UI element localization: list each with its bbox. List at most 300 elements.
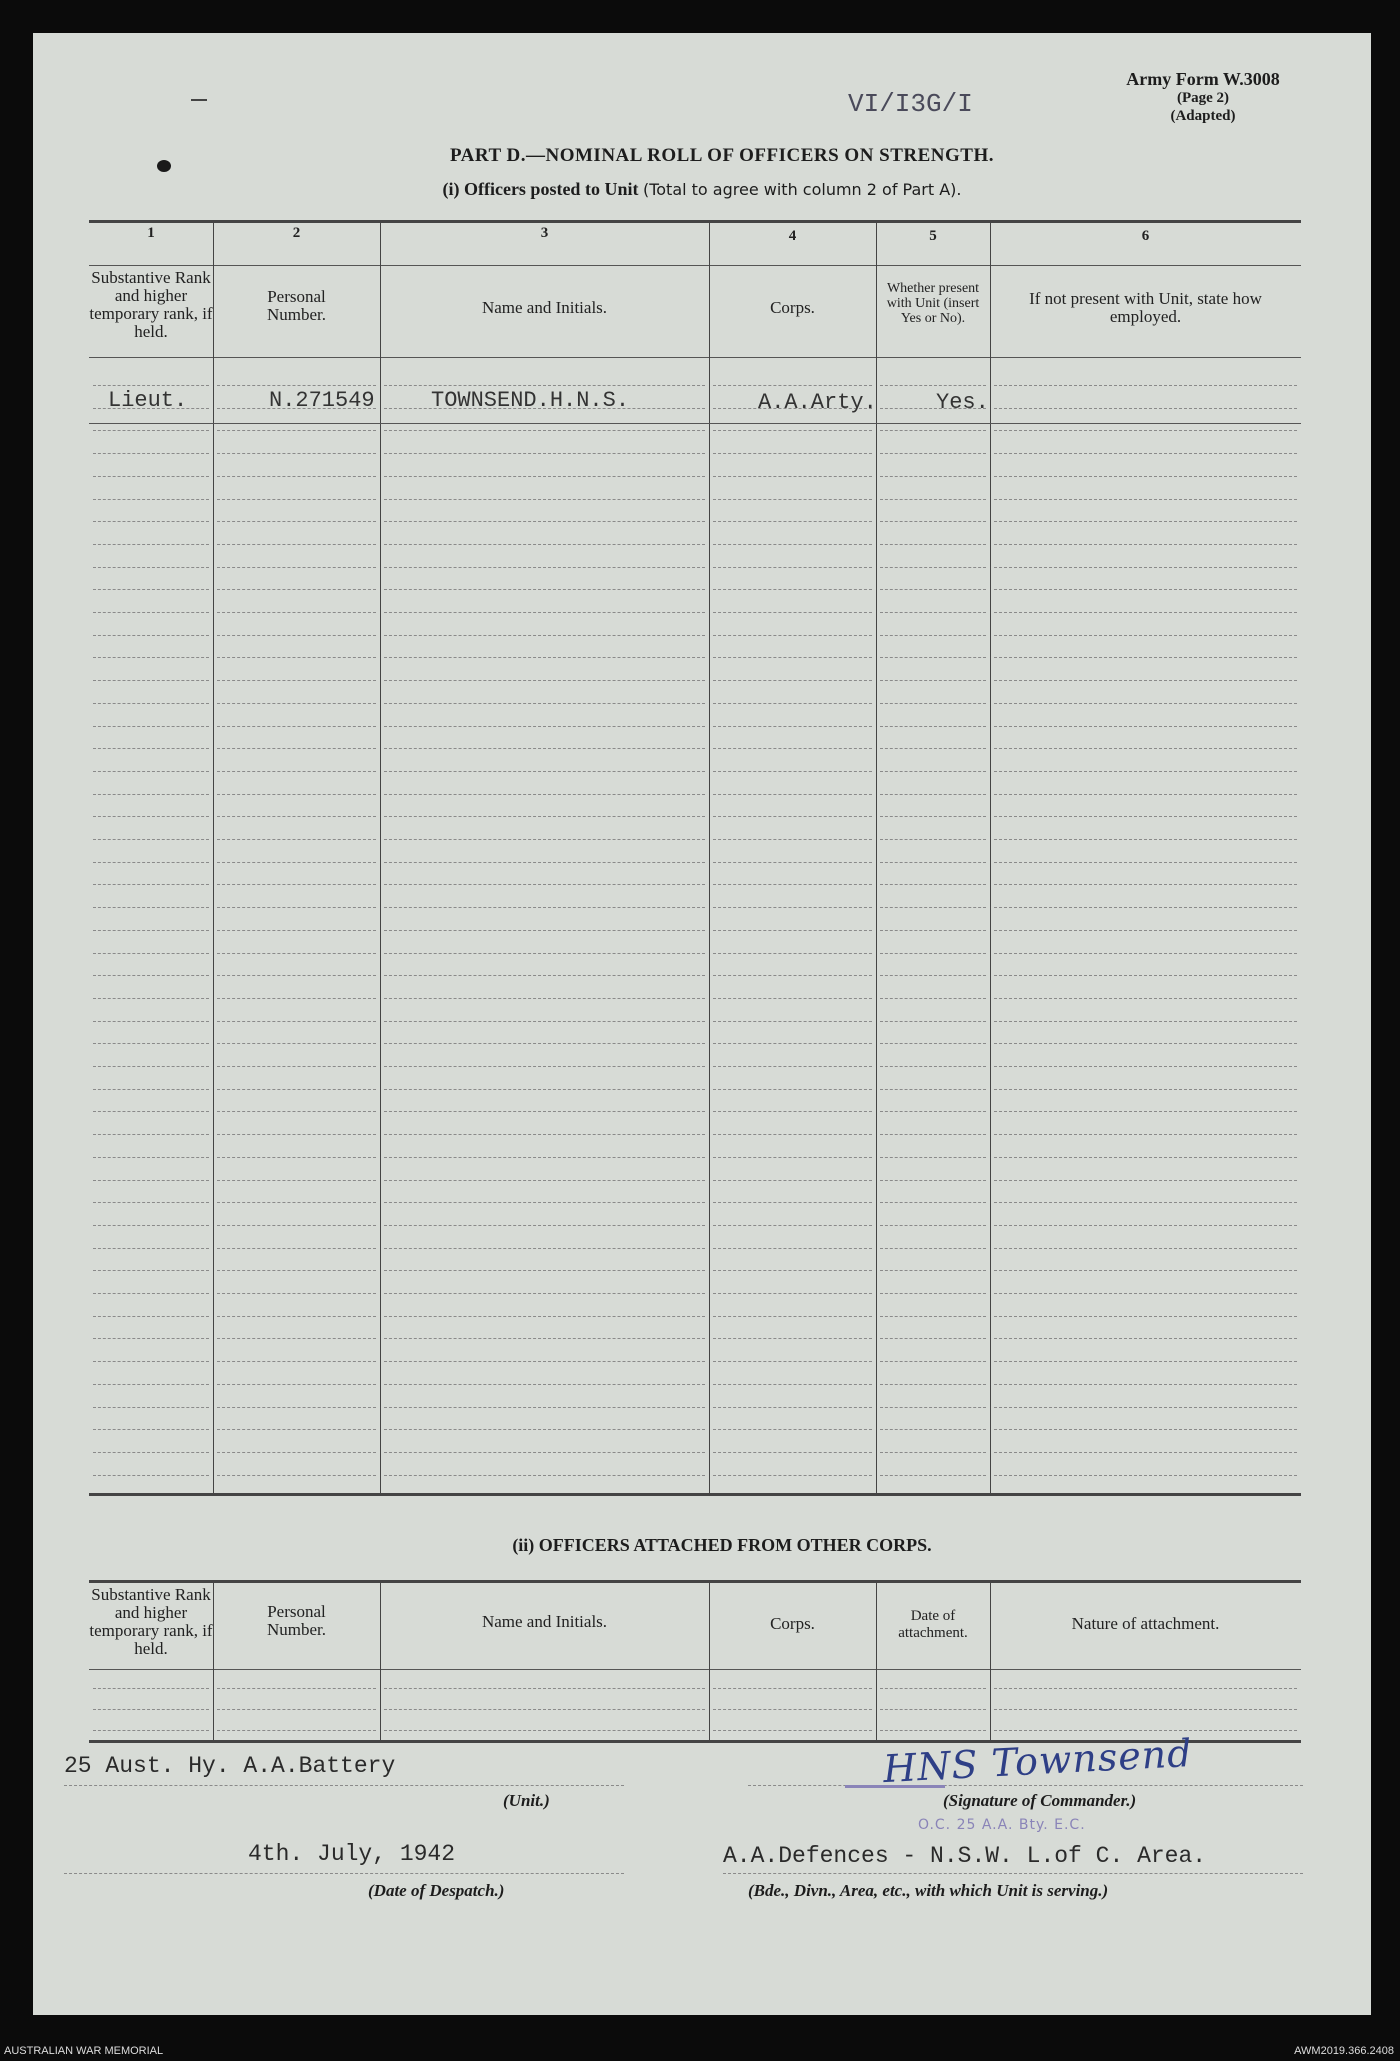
ruled-line [994,430,1297,431]
ruled-line [384,657,705,658]
ruled-line [217,975,376,976]
ruled-line [384,930,705,931]
t2-header-name: Name and Initials. [481,1612,608,1631]
ruled-line [713,1709,872,1710]
ruled-line [217,1429,376,1430]
ruled-line [384,1316,705,1317]
ruled-line [384,1248,705,1249]
ruled-line [994,975,1297,976]
t2-header-rank: Substantive Rank and higher temporary rank, if held. [89,1585,213,1658]
ruled-line [217,862,376,863]
ruled-line [880,1316,986,1317]
ruled-line [713,1021,872,1022]
table2-col-divider [709,1580,710,1740]
ruled-line [994,1270,1297,1271]
ruled-line [713,1180,872,1181]
ruled-line [994,1043,1297,1044]
ruled-line [994,1429,1297,1430]
ruled-line [880,907,986,908]
ruled-line [93,998,209,999]
ruled-line [994,862,1297,863]
ruled-line [713,1293,872,1294]
t2-header-nature: Nature of attachment. [1071,1614,1220,1633]
ruled-line [384,1407,705,1408]
ruled-line [217,635,376,636]
ruled-line [713,748,872,749]
ruled-line [384,1225,705,1226]
unit-label: (Unit.) [503,1791,550,1810]
ruled-line [93,816,209,817]
ruled-line [880,884,986,885]
ruled-line [880,612,986,613]
ruled-line [713,1202,872,1203]
ruled-line [93,499,209,500]
ruled-line [384,476,705,477]
ruled-line [713,975,872,976]
ruled-line [384,1043,705,1044]
ruled-line [93,1021,209,1022]
col-number-6: 6 [1141,228,1150,244]
ruled-line [93,907,209,908]
ruled-line [93,1709,209,1710]
ruled-line [994,1407,1297,1408]
ruled-line [93,953,209,954]
ruled-line [384,703,705,704]
ruled-line [384,1180,705,1181]
ruled-line [384,499,705,500]
part-d-subtitle [33,179,1371,200]
row1-corps: A.A.Arty. [758,390,877,415]
ruled-line [994,567,1297,568]
ruled-line [713,499,872,500]
ruled-line [713,1475,872,1476]
ruled-line [217,1089,376,1090]
ruled-line [93,635,209,636]
ruled-line [994,1180,1297,1181]
ruled-line [384,1384,705,1385]
t2-header-corps: Corps. [770,1614,815,1633]
ruled-line [880,499,986,500]
ruled-line [93,1111,209,1112]
ruled-line [384,816,705,817]
ruled-line [713,567,872,568]
col-number-3: 3 [540,225,549,241]
ruled-line [994,839,1297,840]
ruled-line [994,1709,1297,1710]
ruled-line [217,998,376,999]
ruled-line [713,1225,872,1226]
ruled-line [880,1021,986,1022]
ruled-line [880,567,986,568]
ruled-line [384,1293,705,1294]
ruled-line [994,476,1297,477]
ruled-line [93,1157,209,1158]
ruled-line [384,907,705,908]
ruled-line [994,1157,1297,1158]
ruled-line [713,544,872,545]
ruled-line [93,1338,209,1339]
ruled-line [93,794,209,795]
ruled-line [713,1111,872,1112]
row1-underline [89,423,1301,424]
ruled-line [217,453,376,454]
ruled-line [93,1361,209,1362]
ruled-line [93,1293,209,1294]
ruled-line [384,953,705,954]
ruled-line [93,1248,209,1249]
ruled-line [384,1475,705,1476]
ruled-line [384,1111,705,1112]
ruled-line [994,1066,1297,1067]
ruled-line [384,430,705,431]
ruled-line [93,1089,209,1090]
ruled-line [880,1730,986,1731]
ruled-line [994,816,1297,817]
ruled-line [217,930,376,931]
ruled-line [93,567,209,568]
ruled-line [713,680,872,681]
subtitle-lead: (i) Officers posted to Unit [442,179,639,199]
row1-personal-number: N.271549 [269,388,375,413]
ruled-line [384,839,705,840]
ruled-line [93,862,209,863]
ruled-line [880,1452,986,1453]
ruled-line [384,1688,705,1689]
ruled-line [880,589,986,590]
ruled-line [384,1157,705,1158]
header-present: Whether present with Unit (insert Yes or No). [886,281,980,326]
ruled-line [713,839,872,840]
ruled-line [713,1134,872,1135]
ruled-line [994,1089,1297,1090]
ruled-line [384,998,705,999]
ruled-line [217,1384,376,1385]
ruled-line [217,612,376,613]
ruled-line [880,748,986,749]
ruled-line [713,476,872,477]
table2-top-rule [89,1580,1301,1583]
ruled-line [880,862,986,863]
ruled-line [713,998,872,999]
ruled-line [93,453,209,454]
ruled-line [880,953,986,954]
oc-stamp: O.C. 25 A.A. Bty. E.C. [918,1817,1086,1833]
ruled-line [384,567,705,568]
ruled-line [880,998,986,999]
ruled-line [384,1361,705,1362]
ruled-line [384,726,705,727]
ruled-line [217,544,376,545]
ruled-line [880,816,986,817]
ruled-line [93,1180,209,1181]
ruled-line [93,430,209,431]
ruled-line [384,544,705,545]
ruled-line [880,1066,986,1067]
ruled-line [880,1429,986,1430]
ruled-line [994,1225,1297,1226]
ruled-line [994,612,1297,613]
ruled-line [713,794,872,795]
ruled-line [713,953,872,954]
ruled-line [880,1270,986,1271]
ruled-line [713,1270,872,1271]
ruled-line [880,930,986,931]
ruled-line [880,1475,986,1476]
row1-name: TOWNSEND.H.N.S. [431,388,630,413]
ruled-line [994,953,1297,954]
ruled-line [384,612,705,613]
ruled-line [713,1452,872,1453]
ruled-line [994,1021,1297,1022]
ruled-line [880,839,986,840]
table1-bottom-rule [89,1493,1301,1496]
ruled-line [93,1452,209,1453]
ruled-line [93,1688,209,1689]
ruled-line [384,1089,705,1090]
ruled-line [880,1111,986,1112]
ruled-line [713,1338,872,1339]
ruled-line [880,544,986,545]
col-number-1: 1 [147,225,155,241]
ruled-line [93,1066,209,1067]
ruled-line [217,1270,376,1271]
ruled-line [880,385,986,386]
ruled-line [217,430,376,431]
ruled-line [384,680,705,681]
ruled-line [217,907,376,908]
ruled-line [93,589,209,590]
ruled-line [713,1407,872,1408]
ruled-line [880,1293,986,1294]
ruled-line [93,1270,209,1271]
ruled-line [713,1316,872,1317]
ruled-line [994,1452,1297,1453]
ruled-line [93,975,209,976]
ruled-line [713,726,872,727]
ruled-line [994,544,1297,545]
ruled-line [93,1730,209,1731]
ruled-line [384,589,705,590]
ruled-line [217,794,376,795]
ruled-line [880,975,986,976]
form-page: (Page 2) [1176,90,1230,106]
ruled-line [994,998,1297,999]
ruled-line [713,453,872,454]
ruled-line [880,794,986,795]
ruled-line [217,816,376,817]
ruled-line [994,1248,1297,1249]
pen-mark [191,99,207,101]
ruled-line [217,1452,376,1453]
ruled-line [384,385,705,386]
ruled-line [880,726,986,727]
ruled-line [384,1134,705,1135]
ruled-line [713,430,872,431]
date-dotted-line [64,1873,624,1874]
table2-col-divider [990,1580,991,1740]
ruled-line [880,1361,986,1362]
ruled-line [994,884,1297,885]
ruled-line [713,771,872,772]
ruled-line [713,907,872,908]
ruled-line [713,1429,872,1430]
ruled-line [217,521,376,522]
row1-present: Yes. [936,390,989,415]
ruled-line [384,1021,705,1022]
ruled-line [93,521,209,522]
table2-header-rule [89,1669,1301,1670]
ruled-line [384,771,705,772]
ruled-line [384,1066,705,1067]
ruled-line [217,567,376,568]
commander-signature: HNS Townsend [882,1730,1194,1792]
ruled-line [93,476,209,477]
ruled-line [880,703,986,704]
ruled-line [93,1134,209,1135]
ruled-line [713,816,872,817]
ruled-line [93,748,209,749]
ruled-line [880,453,986,454]
ruled-line [217,1180,376,1181]
ruled-line [713,589,872,590]
ruled-line [713,862,872,863]
ruled-line [880,1338,986,1339]
ruled-line [880,1688,986,1689]
ruled-line [93,657,209,658]
ruled-line [994,589,1297,590]
reference-stamp: VI/I3G/I [848,89,973,119]
t2-header-date: Date of attachment. [898,1608,968,1641]
ruled-line [217,726,376,727]
ruled-line [713,1066,872,1067]
ruled-line [713,1688,872,1689]
ruled-line [880,1202,986,1203]
ruled-line [880,1043,986,1044]
ruled-line [217,1407,376,1408]
header-name: Name and Initials. [481,298,608,317]
ruled-line [217,703,376,704]
ruled-line [994,680,1297,681]
ruled-line [93,771,209,772]
col-number-2: 2 [292,225,301,241]
ruled-line [93,1316,209,1317]
ruled-line [994,1384,1297,1385]
ruled-line [994,1688,1297,1689]
ruled-line [217,1225,376,1226]
ruled-line [713,1730,872,1731]
ruled-line [217,1066,376,1067]
header-personal-number: Personal Number. [266,287,327,324]
ruled-line [217,1316,376,1317]
form-number: Army Form W.3008 [1126,69,1280,89]
ruled-line [994,635,1297,636]
ruled-line [994,930,1297,931]
ruled-line [994,657,1297,658]
ruled-line [880,635,986,636]
table1-col-divider [990,220,991,1493]
ruled-line [880,771,986,772]
ruled-line [217,476,376,477]
ruled-line [713,635,872,636]
ruled-line [384,1730,705,1731]
ruled-line [217,1134,376,1135]
ruled-line [384,453,705,454]
ruled-line [880,680,986,681]
archive-credit-left: AUSTRALIAN WAR MEMORIAL [4,2045,164,2057]
ruled-line [384,975,705,976]
row1-rank: Lieut. [108,388,188,413]
ruled-line [93,1429,209,1430]
ruled-line [217,1338,376,1339]
ruled-line [713,884,872,885]
ruled-line [713,521,872,522]
signature-strike-stamp [845,1785,945,1788]
ruled-line [217,1361,376,1362]
table1-header-rule [89,357,1301,358]
part-d-title: PART D.—NOMINAL ROLL OF OFFICERS ON STRENGTH. [449,145,995,166]
header-rank: Substantive Rank and higher temporary rank, if held. [89,268,213,341]
ruled-line [713,385,872,386]
ruled-line [217,884,376,885]
table1-col-divider [380,220,381,1493]
ruled-line [880,1089,986,1090]
table1-top-rule [89,220,1301,223]
ruled-line [994,748,1297,749]
ruled-line [994,1361,1297,1362]
signature-label: (Signature of Commander.) [943,1791,1137,1810]
ruled-line [217,1202,376,1203]
ruled-line [93,930,209,931]
header-employed: If not present with Unit, state how employed. [1029,289,1262,326]
ruled-line [217,1157,376,1158]
ruled-line [217,589,376,590]
ruled-line [994,521,1297,522]
col-number-5: 5 [929,228,937,244]
ruled-line [994,907,1297,908]
t2-header-personal-number: Personal Number. [266,1602,327,1639]
ruled-line [994,1134,1297,1135]
ruled-line [994,1338,1297,1339]
col-number-4: 4 [788,228,797,244]
ruled-line [713,930,872,931]
table1-number-rule [89,265,1301,266]
ruled-line [93,703,209,704]
ruled-line [713,703,872,704]
ruled-line [880,1709,986,1710]
area-label: (Bde., Divn., Area, etc., with which Unit is serving.) [748,1881,1109,1900]
ruled-line [994,1202,1297,1203]
ruled-line [994,771,1297,772]
ruled-line [880,521,986,522]
ruled-line [217,1730,376,1731]
ruled-line [217,657,376,658]
ruled-line [384,1452,705,1453]
ruled-line [994,385,1297,386]
ruled-line [880,430,986,431]
ruled-line [93,839,209,840]
ruled-line [384,1270,705,1271]
ruled-line [217,771,376,772]
archive-reference-right: AWM2019.366.2408 [1294,2045,1394,2057]
header-corps: Corps. [770,298,815,317]
ruled-line [93,612,209,613]
ruled-line [93,1043,209,1044]
ruled-line [880,1180,986,1181]
ruled-line [384,635,705,636]
subtitle-rest: (Total to agree with column 2 of Part A). [642,180,962,199]
ruled-line [217,1475,376,1476]
ruled-line [217,953,376,954]
